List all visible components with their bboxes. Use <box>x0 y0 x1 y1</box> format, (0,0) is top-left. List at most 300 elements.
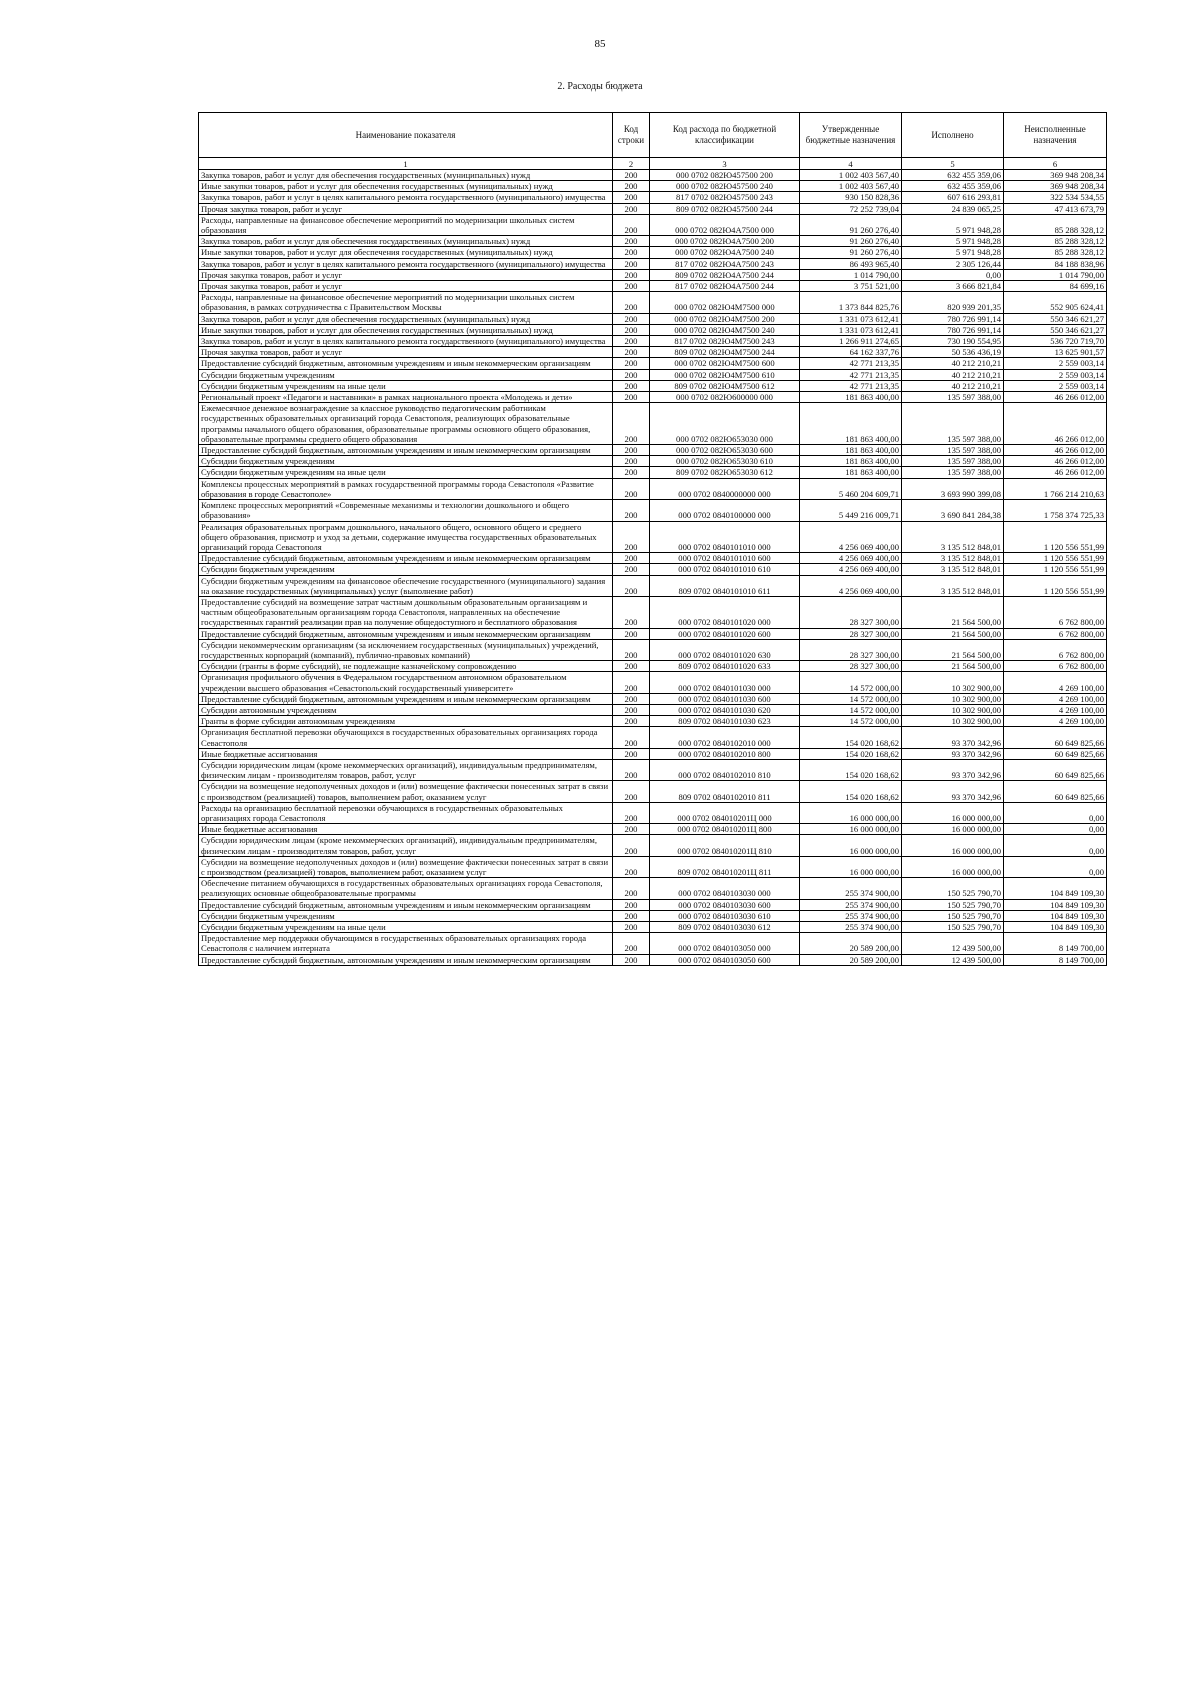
row-budget-code: 000 0702 082Ю653030 600 <box>650 445 800 456</box>
row-executed-amount: 40 212 210,21 <box>902 380 1004 391</box>
row-approved-amount: 20 589 200,00 <box>800 933 902 954</box>
row-name: Субсидии на возмещение недополученных доходов и (или) возмещение фактически понесенных затрат в связи с производством (реализацией) товаров, выполнением работ, оказанием услуг <box>199 781 613 802</box>
row-budget-code: 000 0702 082Ю4А7500 000 <box>650 214 800 235</box>
row-executed-amount: 10 302 900,00 <box>902 693 1004 704</box>
row-executed-amount: 16 000 000,00 <box>902 824 1004 835</box>
table-row <box>199 824 1107 835</box>
row-name: Закупка товаров, работ и услуг для обеспечения государственных (муниципальных) нужд <box>199 313 613 324</box>
row-unexecuted-amount: 8 149 700,00 <box>1004 933 1107 954</box>
row-executed-amount: 820 939 201,35 <box>902 292 1004 313</box>
row-line-code: 200 <box>613 835 650 856</box>
table-row <box>199 369 1107 380</box>
table-row <box>199 922 1107 933</box>
row-line-code: 200 <box>613 369 650 380</box>
row-line-code: 200 <box>613 672 650 693</box>
row-line-code: 200 <box>613 358 650 369</box>
row-line-code: 200 <box>613 759 650 780</box>
row-budget-code: 000 0702 0840103030 600 <box>650 899 800 910</box>
table-row <box>199 748 1107 759</box>
row-unexecuted-amount: 4 269 100,00 <box>1004 704 1107 715</box>
row-line-code: 200 <box>613 247 650 258</box>
row-name: Предоставление субсидий бюджетным, автономным учреждениям и иным некоммерческим организациям <box>199 553 613 564</box>
row-executed-amount: 135 597 388,00 <box>902 403 1004 445</box>
row-unexecuted-amount: 85 288 328,12 <box>1004 247 1107 258</box>
row-approved-amount: 42 771 213,35 <box>800 369 902 380</box>
row-budget-code: 000 0702 0840101010 610 <box>650 564 800 575</box>
row-line-code: 200 <box>613 269 650 280</box>
row-approved-amount: 181 863 400,00 <box>800 456 902 467</box>
table-row <box>199 910 1107 921</box>
table-row <box>199 596 1107 628</box>
row-name: Закупка товаров, работ и услуг в целях капитального ремонта государственного (муниципального) имущества <box>199 258 613 269</box>
row-line-code: 200 <box>613 236 650 247</box>
row-name: Иные бюджетные ассигнования <box>199 824 613 835</box>
column-number: 5 <box>902 158 1004 170</box>
row-approved-amount: 42 771 213,35 <box>800 358 902 369</box>
row-executed-amount: 730 190 554,95 <box>902 336 1004 347</box>
row-name: Расходы, направленные на финансовое обеспечение мероприятий по модернизации школьных систем образования <box>199 214 613 235</box>
row-unexecuted-amount: 13 625 901,57 <box>1004 347 1107 358</box>
table-row <box>199 170 1107 181</box>
row-line-code: 200 <box>613 192 650 203</box>
row-budget-code: 000 0702 0840101020 600 <box>650 628 800 639</box>
table-row <box>199 704 1107 715</box>
row-executed-amount: 632 455 359,06 <box>902 181 1004 192</box>
row-name: Субсидии юридическим лицам (кроме некоммерческих организаций), индивидуальным предпринимателям, физическим лицам - производителям товаров, работ, услуг <box>199 835 613 856</box>
row-unexecuted-amount: 47 413 673,79 <box>1004 203 1107 214</box>
table-row <box>199 628 1107 639</box>
row-budget-code: 000 0702 0840101020 630 <box>650 639 800 660</box>
table-row <box>199 247 1107 258</box>
table-row <box>199 281 1107 292</box>
row-line-code: 200 <box>613 392 650 403</box>
row-budget-code: 000 0702 0840101030 000 <box>650 672 800 693</box>
row-approved-amount: 181 863 400,00 <box>800 392 902 403</box>
row-executed-amount: 632 455 359,06 <box>902 170 1004 181</box>
row-name: Предоставление субсидий бюджетным, автономным учреждениям и иным некоммерческим организациям <box>199 693 613 704</box>
row-executed-amount: 50 536 436,19 <box>902 347 1004 358</box>
row-executed-amount: 780 726 991,14 <box>902 313 1004 324</box>
row-name: Субсидии бюджетным учреждениям <box>199 564 613 575</box>
column-number-row <box>199 158 1107 170</box>
row-line-code: 200 <box>613 380 650 391</box>
row-executed-amount: 5 971 948,28 <box>902 236 1004 247</box>
row-executed-amount: 40 212 210,21 <box>902 369 1004 380</box>
table-row <box>199 467 1107 478</box>
row-line-code: 200 <box>613 781 650 802</box>
row-unexecuted-amount: 60 649 825,66 <box>1004 727 1107 748</box>
row-unexecuted-amount: 0,00 <box>1004 802 1107 823</box>
row-name: Предоставление субсидий бюджетным, автономным учреждениям и иным некоммерческим организациям <box>199 628 613 639</box>
row-line-code: 200 <box>613 324 650 335</box>
row-line-code: 200 <box>613 181 650 192</box>
row-unexecuted-amount: 550 346 621,27 <box>1004 324 1107 335</box>
row-budget-code: 809 0702 0840102010 811 <box>650 781 800 802</box>
row-line-code: 200 <box>613 203 650 214</box>
table-row <box>199 214 1107 235</box>
table-row <box>199 781 1107 802</box>
row-budget-code: 809 0702 082Ю4М7500 612 <box>650 380 800 391</box>
row-unexecuted-amount: 85 288 328,12 <box>1004 236 1107 247</box>
row-budget-code: 817 0702 082Ю457500 243 <box>650 192 800 203</box>
row-name: Субсидии бюджетным учреждениям на иные цели <box>199 922 613 933</box>
row-approved-amount: 1 331 073 612,41 <box>800 313 902 324</box>
row-name: Прочая закупка товаров, работ и услуг <box>199 203 613 214</box>
table-row <box>199 403 1107 445</box>
header-budget-code: Код расхода по бюджетной классификации <box>650 113 800 158</box>
row-unexecuted-amount: 6 762 800,00 <box>1004 628 1107 639</box>
row-budget-code: 000 0702 084010201Ц 800 <box>650 824 800 835</box>
column-number: 4 <box>800 158 902 170</box>
header-executed: Исполнено <box>902 113 1004 158</box>
row-name: Комплекс процессных мероприятий «Современные механизмы и технологии дошкольного и общего образования» <box>199 500 613 521</box>
row-approved-amount: 154 020 168,62 <box>800 727 902 748</box>
table-row <box>199 802 1107 823</box>
row-approved-amount: 72 252 739,04 <box>800 203 902 214</box>
row-name: Прочая закупка товаров, работ и услуг <box>199 347 613 358</box>
table-row <box>199 954 1107 965</box>
row-approved-amount: 16 000 000,00 <box>800 802 902 823</box>
row-approved-amount: 930 150 828,36 <box>800 192 902 203</box>
row-unexecuted-amount: 536 720 719,70 <box>1004 336 1107 347</box>
row-line-code: 200 <box>613 899 650 910</box>
row-name: Субсидии бюджетным учреждениям <box>199 456 613 467</box>
row-unexecuted-amount: 0,00 <box>1004 856 1107 877</box>
column-number: 2 <box>613 158 650 170</box>
row-line-code: 200 <box>613 910 650 921</box>
table-row <box>199 933 1107 954</box>
row-line-code: 200 <box>613 628 650 639</box>
row-executed-amount: 3 693 990 399,08 <box>902 478 1004 499</box>
row-unexecuted-amount: 1 120 556 551,99 <box>1004 575 1107 596</box>
row-approved-amount: 16 000 000,00 <box>800 835 902 856</box>
row-approved-amount: 154 020 168,62 <box>800 748 902 759</box>
row-executed-amount: 5 971 948,28 <box>902 247 1004 258</box>
table-row <box>199 553 1107 564</box>
row-name: Предоставление субсидий на возмещение затрат частным дошкольным образовательным организациям и частным общеобразовательным организациям города Севастополя, направленных на обеспечение государственных гарантий реализации прав на получение общедоступного и бесплатного образования <box>199 596 613 628</box>
row-approved-amount: 154 020 168,62 <box>800 781 902 802</box>
table-row <box>199 716 1107 727</box>
row-approved-amount: 28 327 300,00 <box>800 596 902 628</box>
table-row <box>199 693 1107 704</box>
row-name: Иные закупки товаров, работ и услуг для обеспечения государственных (муниципальных) нужд <box>199 324 613 335</box>
row-unexecuted-amount: 1 014 790,00 <box>1004 269 1107 280</box>
row-executed-amount: 10 302 900,00 <box>902 716 1004 727</box>
row-unexecuted-amount: 2 559 003,14 <box>1004 380 1107 391</box>
row-executed-amount: 21 564 500,00 <box>902 639 1004 660</box>
row-unexecuted-amount: 4 269 100,00 <box>1004 716 1107 727</box>
row-line-code: 200 <box>613 693 650 704</box>
row-budget-code: 000 0702 082Ю4М7500 610 <box>650 369 800 380</box>
row-name: Закупка товаров, работ и услуг в целях капитального ремонта государственного (муниципального) имущества <box>199 192 613 203</box>
row-budget-code: 000 0702 0840000000 000 <box>650 478 800 499</box>
row-budget-code: 000 0702 082Ю4М7500 600 <box>650 358 800 369</box>
row-approved-amount: 42 771 213,35 <box>800 380 902 391</box>
row-executed-amount: 150 525 790,70 <box>902 899 1004 910</box>
table-row <box>199 661 1107 672</box>
row-unexecuted-amount: 60 649 825,66 <box>1004 781 1107 802</box>
row-budget-code: 000 0702 082Ю4А7500 240 <box>650 247 800 258</box>
row-unexecuted-amount: 369 948 208,34 <box>1004 170 1107 181</box>
row-budget-code: 000 0702 0840102010 800 <box>650 748 800 759</box>
row-line-code: 200 <box>613 704 650 715</box>
row-line-code: 200 <box>613 922 650 933</box>
row-approved-amount: 64 162 337,76 <box>800 347 902 358</box>
row-line-code: 200 <box>613 575 650 596</box>
table-row <box>199 324 1107 335</box>
row-budget-code: 000 0702 0840103030 610 <box>650 910 800 921</box>
row-executed-amount: 135 597 388,00 <box>902 445 1004 456</box>
row-budget-code: 000 0702 0840102010 810 <box>650 759 800 780</box>
table-row <box>199 456 1107 467</box>
row-name: Прочая закупка товаров, работ и услуг <box>199 269 613 280</box>
table-row <box>199 727 1107 748</box>
row-unexecuted-amount: 8 149 700,00 <box>1004 954 1107 965</box>
row-name: Региональный проект «Педагоги и наставники» в рамках национального проекта «Молодежь и дети» <box>199 392 613 403</box>
row-approved-amount: 14 572 000,00 <box>800 693 902 704</box>
row-unexecuted-amount: 550 346 621,27 <box>1004 313 1107 324</box>
row-unexecuted-amount: 4 269 100,00 <box>1004 693 1107 704</box>
row-approved-amount: 14 572 000,00 <box>800 672 902 693</box>
row-name: Организация профильного обучения в Федеральном государственном автономном образовательном учреждении высшего образования «Севастопольский государственный университет» <box>199 672 613 693</box>
row-line-code: 200 <box>613 878 650 899</box>
row-budget-code: 000 0702 0840103050 600 <box>650 954 800 965</box>
row-budget-code: 000 0702 082Ю4М7500 000 <box>650 292 800 313</box>
row-approved-amount: 14 572 000,00 <box>800 704 902 715</box>
row-executed-amount: 3 690 841 284,38 <box>902 500 1004 521</box>
row-executed-amount: 3 135 512 848,01 <box>902 553 1004 564</box>
column-number: 6 <box>1004 158 1107 170</box>
row-executed-amount: 0,00 <box>902 269 1004 280</box>
row-executed-amount: 21 564 500,00 <box>902 661 1004 672</box>
row-name: Иные бюджетные ассигнования <box>199 748 613 759</box>
row-executed-amount: 3 135 512 848,01 <box>902 575 1004 596</box>
row-executed-amount: 150 525 790,70 <box>902 922 1004 933</box>
row-approved-amount: 4 256 069 400,00 <box>800 553 902 564</box>
row-executed-amount: 135 597 388,00 <box>902 456 1004 467</box>
table-row <box>199 672 1107 693</box>
row-line-code: 200 <box>613 500 650 521</box>
row-line-code: 200 <box>613 456 650 467</box>
header-unexecuted: Неисполненные назначения <box>1004 113 1107 158</box>
row-line-code: 200 <box>613 170 650 181</box>
row-executed-amount: 3 135 512 848,01 <box>902 564 1004 575</box>
row-unexecuted-amount: 84 699,16 <box>1004 281 1107 292</box>
row-executed-amount: 10 302 900,00 <box>902 704 1004 715</box>
row-executed-amount: 12 439 500,00 <box>902 933 1004 954</box>
table-row <box>199 192 1107 203</box>
row-approved-amount: 91 260 276,40 <box>800 247 902 258</box>
table-row <box>199 258 1107 269</box>
table-row <box>199 269 1107 280</box>
row-name: Субсидии бюджетным учреждениям <box>199 369 613 380</box>
row-approved-amount: 3 751 521,00 <box>800 281 902 292</box>
row-budget-code: 000 0702 082Ю457500 240 <box>650 181 800 192</box>
row-executed-amount: 40 212 210,21 <box>902 358 1004 369</box>
row-approved-amount: 255 374 900,00 <box>800 922 902 933</box>
table-row <box>199 856 1107 877</box>
row-budget-code: 809 0702 082Ю4А7500 244 <box>650 269 800 280</box>
row-line-code: 200 <box>613 802 650 823</box>
row-approved-amount: 28 327 300,00 <box>800 639 902 660</box>
row-name: Организация бесплатной перевозки обучающихся в государственных образовательных организациях города Севастополя <box>199 727 613 748</box>
row-name: Расходы, направленные на финансовое обеспечение мероприятий по модернизации школьных систем образования, в рамках сотрудничества с Правительством Москвы <box>199 292 613 313</box>
row-budget-code: 000 0702 082Ю4А7500 200 <box>650 236 800 247</box>
row-name: Закупка товаров, работ и услуг для обеспечения государственных (муниципальных) нужд <box>199 170 613 181</box>
row-name: Предоставление субсидий бюджетным, автономным учреждениям и иным некоммерческим организациям <box>199 954 613 965</box>
row-budget-code: 000 0702 0840102010 000 <box>650 727 800 748</box>
header-line-code: Код строки <box>613 113 650 158</box>
row-name: Предоставление мер поддержки обучающимся в государственных образовательных организациях города Севастополя с наличием интерната <box>199 933 613 954</box>
row-approved-amount: 28 327 300,00 <box>800 661 902 672</box>
row-unexecuted-amount: 84 188 838,96 <box>1004 258 1107 269</box>
row-unexecuted-amount: 6 762 800,00 <box>1004 596 1107 628</box>
row-budget-code: 000 0702 082Ю653030 610 <box>650 456 800 467</box>
row-name: Гранты в форме субсидии автономным учреждениям <box>199 716 613 727</box>
row-budget-code: 000 0702 0840100000 000 <box>650 500 800 521</box>
row-line-code: 200 <box>613 564 650 575</box>
row-approved-amount: 181 863 400,00 <box>800 403 902 445</box>
row-line-code: 200 <box>613 954 650 965</box>
table-row <box>199 500 1107 521</box>
row-approved-amount: 16 000 000,00 <box>800 856 902 877</box>
row-unexecuted-amount: 1 120 556 551,99 <box>1004 564 1107 575</box>
row-approved-amount: 20 589 200,00 <box>800 954 902 965</box>
row-unexecuted-amount: 2 559 003,14 <box>1004 358 1107 369</box>
budget-expenses-table <box>198 112 1107 966</box>
row-unexecuted-amount: 369 948 208,34 <box>1004 181 1107 192</box>
row-approved-amount: 4 256 069 400,00 <box>800 521 902 553</box>
row-executed-amount: 2 305 126,44 <box>902 258 1004 269</box>
row-executed-amount: 16 000 000,00 <box>902 856 1004 877</box>
row-name: Субсидии бюджетным учреждениям на иные цели <box>199 467 613 478</box>
row-unexecuted-amount: 6 762 800,00 <box>1004 661 1107 672</box>
row-approved-amount: 91 260 276,40 <box>800 214 902 235</box>
row-line-code: 200 <box>613 478 650 499</box>
table-row <box>199 380 1107 391</box>
row-executed-amount: 16 000 000,00 <box>902 835 1004 856</box>
row-line-code: 200 <box>613 933 650 954</box>
row-unexecuted-amount: 46 266 012,00 <box>1004 392 1107 403</box>
row-unexecuted-amount: 46 266 012,00 <box>1004 445 1107 456</box>
table-row <box>199 445 1107 456</box>
row-executed-amount: 24 839 065,25 <box>902 203 1004 214</box>
row-unexecuted-amount: 0,00 <box>1004 824 1107 835</box>
table-row <box>199 236 1107 247</box>
row-line-code: 200 <box>613 258 650 269</box>
row-unexecuted-amount: 104 849 109,30 <box>1004 910 1107 921</box>
row-unexecuted-amount: 322 534 534,55 <box>1004 192 1107 203</box>
row-executed-amount: 10 302 900,00 <box>902 672 1004 693</box>
row-budget-code: 000 0702 082Ю4М7500 200 <box>650 313 800 324</box>
row-budget-code: 817 0702 082Ю4М7500 243 <box>650 336 800 347</box>
row-line-code: 200 <box>613 214 650 235</box>
column-number: 1 <box>199 158 613 170</box>
row-approved-amount: 154 020 168,62 <box>800 759 902 780</box>
page-number: 85 <box>594 38 606 50</box>
header-name: Наименование показателя <box>199 113 613 158</box>
table-row <box>199 181 1107 192</box>
table-row <box>199 878 1107 899</box>
row-line-code: 200 <box>613 856 650 877</box>
row-name: Предоставление субсидий бюджетным, автономным учреждениям и иным некоммерческим организациям <box>199 899 613 910</box>
row-budget-code: 809 0702 0840101020 633 <box>650 661 800 672</box>
row-budget-code: 809 0702 0840101010 611 <box>650 575 800 596</box>
row-unexecuted-amount: 2 559 003,14 <box>1004 369 1107 380</box>
row-name: Обеспечение питанием обучающихся в государственных образовательных организациях города Севастополя, реализующих основные общеобразовательные программы <box>199 878 613 899</box>
row-unexecuted-amount: 60 649 825,66 <box>1004 759 1107 780</box>
row-unexecuted-amount: 552 905 624,41 <box>1004 292 1107 313</box>
table-row <box>199 835 1107 856</box>
row-budget-code: 000 0702 084010201Ц 000 <box>650 802 800 823</box>
row-approved-amount: 255 374 900,00 <box>800 910 902 921</box>
row-approved-amount: 255 374 900,00 <box>800 899 902 910</box>
row-line-code: 200 <box>613 445 650 456</box>
row-budget-code: 000 0702 0840101010 000 <box>650 521 800 553</box>
row-line-code: 200 <box>613 553 650 564</box>
row-executed-amount: 150 525 790,70 <box>902 878 1004 899</box>
table-row <box>199 392 1107 403</box>
row-unexecuted-amount: 104 849 109,30 <box>1004 899 1107 910</box>
row-line-code: 200 <box>613 336 650 347</box>
row-budget-code: 000 0702 0840101030 600 <box>650 693 800 704</box>
table-row <box>199 899 1107 910</box>
table-row <box>199 575 1107 596</box>
row-line-code: 200 <box>613 639 650 660</box>
row-name: Иные закупки товаров, работ и услуг для обеспечения государственных (муниципальных) нужд <box>199 247 613 258</box>
row-unexecuted-amount: 104 849 109,30 <box>1004 878 1107 899</box>
row-approved-amount: 255 374 900,00 <box>800 878 902 899</box>
row-budget-code: 000 0702 0840103030 000 <box>650 878 800 899</box>
row-approved-amount: 14 572 000,00 <box>800 716 902 727</box>
table-body <box>199 170 1107 966</box>
row-approved-amount: 86 493 965,40 <box>800 258 902 269</box>
row-name: Прочая закупка товаров, работ и услуг <box>199 281 613 292</box>
header-approved: Утвержденные бюджетные назначения <box>800 113 902 158</box>
row-approved-amount: 4 256 069 400,00 <box>800 564 902 575</box>
table-row <box>199 347 1107 358</box>
row-line-code: 200 <box>613 748 650 759</box>
row-name: Субсидии автономным учреждениям <box>199 704 613 715</box>
row-approved-amount: 1 002 403 567,40 <box>800 170 902 181</box>
row-executed-amount: 3 666 821,84 <box>902 281 1004 292</box>
row-approved-amount: 28 327 300,00 <box>800 628 902 639</box>
row-unexecuted-amount: 1 766 214 210,63 <box>1004 478 1107 499</box>
table-row <box>199 639 1107 660</box>
row-approved-amount: 1 331 073 612,41 <box>800 324 902 335</box>
row-line-code: 200 <box>613 347 650 358</box>
row-executed-amount: 135 597 388,00 <box>902 467 1004 478</box>
row-executed-amount: 21 564 500,00 <box>902 596 1004 628</box>
row-executed-amount: 93 370 342,96 <box>902 727 1004 748</box>
table-row <box>199 203 1107 214</box>
row-line-code: 200 <box>613 661 650 672</box>
row-executed-amount: 3 135 512 848,01 <box>902 521 1004 553</box>
row-line-code: 200 <box>613 727 650 748</box>
row-name: Субсидии юридическим лицам (кроме некоммерческих организаций), индивидуальным предпринимателям, физическим лицам - производителям товаров, работ, услуг <box>199 759 613 780</box>
row-name: Субсидии бюджетным учреждениям <box>199 910 613 921</box>
row-name: Субсидии бюджетным учреждениям на иные цели <box>199 380 613 391</box>
row-approved-amount: 4 256 069 400,00 <box>800 575 902 596</box>
row-approved-amount: 1 002 403 567,40 <box>800 181 902 192</box>
row-name: Закупка товаров, работ и услуг в целях капитального ремонта государственного (муниципального) имущества <box>199 336 613 347</box>
row-budget-code: 809 0702 082Ю457500 244 <box>650 203 800 214</box>
row-name: Реализация образовательных программ дошкольного, начального общего, основного общего и среднего общего образования, присмотр и уход за детьми, содержание имущества государственных образовательных организаций города Севастополя <box>199 521 613 553</box>
row-executed-amount: 21 564 500,00 <box>902 628 1004 639</box>
row-name: Ежемесячное денежное вознаграждение за классное руководство педагогическим работникам государственных образовательных организаций города Севастополя, реализующих образовательные программы начального общего образования, образовательные программы основного общего образования, образовательные программы среднего общего образования <box>199 403 613 445</box>
table-row <box>199 759 1107 780</box>
table-row <box>199 521 1107 553</box>
